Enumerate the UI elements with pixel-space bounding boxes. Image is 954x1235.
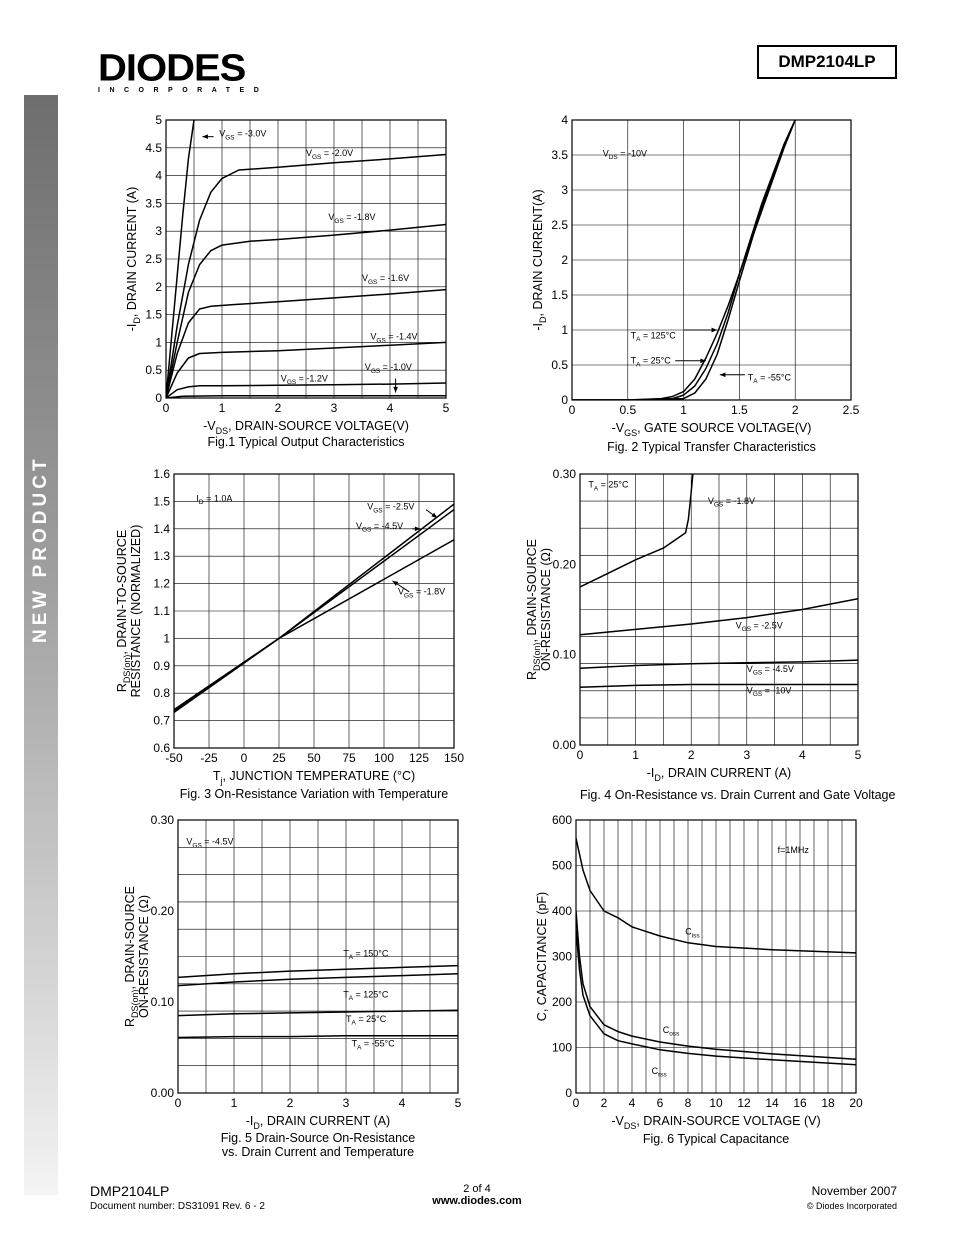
fig1-leader-arrowhead <box>202 134 208 139</box>
fig6-ytick-label: 500 <box>551 858 572 873</box>
fig3-annotation-1: $V_{GS} = -2.5V$ <box>367 501 415 515</box>
fig2-leader-arrowhead <box>720 372 726 377</box>
fig4-ytick-label: 0.20 <box>552 557 576 572</box>
fig4-ytick-label: 0.10 <box>552 647 576 662</box>
fig1-ytick-label: 2.5 <box>145 252 162 266</box>
fig3-chart <box>110 464 470 794</box>
footer-part: DMP2104LP <box>90 1183 170 1199</box>
figure-6 <box>510 810 870 1140</box>
fig6-xtick-label: 14 <box>765 1096 779 1110</box>
fig4-annotation-2: $V_{GS} = -2.5V$ <box>735 620 783 634</box>
fig5-annotation-2: $T_A = 125^\circ C$ <box>343 989 389 1003</box>
footer-url[interactable]: www.diodes.com <box>432 1195 522 1207</box>
fig2-ytick-label: 3.5 <box>551 148 568 162</box>
fig1-xtick-label: 3 <box>330 401 338 415</box>
fig1-ytick-label: 0 <box>155 391 162 405</box>
fig3-xtick-label: 25 <box>272 751 286 765</box>
footer-doc-number: Document number: DS31091 Rev. 6 - 2 <box>90 1201 265 1212</box>
fig6-ytick-label: 600 <box>551 813 572 827</box>
fig3-ylabel-line2: RESISTANCE (NORMALIZED) <box>129 524 143 698</box>
fig4-annotation-4: $V_{GS} = -10V$ <box>746 685 792 699</box>
fig6-xtick-label: 10 <box>709 1096 723 1110</box>
fig6-xtick-label: 6 <box>656 1096 664 1110</box>
fig2-ytick-label: 2 <box>561 253 568 267</box>
footer-right <box>807 1184 897 1211</box>
fig1-chart <box>110 112 460 442</box>
fig4-chart <box>510 464 870 794</box>
fig2-ytick-label: 1.5 <box>551 288 568 302</box>
fig2-xtick-label: 0 <box>568 403 576 417</box>
fig4-ytick-label: 0.30 <box>552 467 576 481</box>
fig2-annotation-0: $V_{DS} = -10V$ <box>602 148 647 162</box>
fig5-xlabel: $-I_D$, DRAIN CURRENT (A) <box>245 1114 391 1131</box>
fig3-ytick-label: 1.1 <box>153 604 170 618</box>
fig2-xtick-label: 2 <box>791 403 799 417</box>
logo-text: DIODES <box>98 47 246 89</box>
fig3-ytick-label: 0.8 <box>153 686 170 701</box>
logo-subtext: INCORPORATED <box>98 87 269 94</box>
fig1-ytick-label: 5 <box>155 113 162 127</box>
fig1-xtick-label: 4 <box>386 401 394 415</box>
fig5-xtick-label: 2 <box>286 1096 294 1110</box>
fig3-ytick-label: 1.6 <box>153 467 170 481</box>
fig6-chart <box>510 810 870 1140</box>
sidebar-label: NEW PRODUCT <box>30 455 51 643</box>
footer-copyright: © Diodes Incorporated <box>806 1201 897 1211</box>
figure-5 <box>110 810 470 1140</box>
fig3-xtick-label: 50 <box>307 751 321 765</box>
fig5-xtick-label: 4 <box>398 1096 406 1110</box>
fig1-leader-arrowhead <box>393 387 398 393</box>
fig6-caption: Fig. 6 Typical Capacitance <box>642 1132 790 1146</box>
fig1-ytick-label: 0.5 <box>145 363 162 378</box>
fig2-ytick-label: 3 <box>561 183 568 197</box>
fig3-annotation-2: $V_{GS} = -4.5V$ <box>356 520 404 534</box>
fig3-xlabel: $T_j$, JUNCTION TEMPERATURE (°C) <box>212 769 416 786</box>
fig4-annotation-0: $T_A = 25^\circ C$ <box>588 479 629 493</box>
fig1-ytick-label: 1 <box>155 335 162 350</box>
fig2-xlabel: $-V_{GS}$, GATE SOURCE VOLTAGE(V) <box>611 421 812 438</box>
fig2-ytick-label: 1 <box>561 323 568 337</box>
fig4-ylabel: $R_{DS(on)}$, DRAIN-SOURCE <box>525 538 542 681</box>
figure-3 <box>110 464 470 794</box>
fig5-annotation-3: $T_A = 25^\circ C$ <box>346 1014 387 1027</box>
fig4-xtick-label: 0 <box>576 748 584 762</box>
fig2-ytick-label: 2.5 <box>551 218 568 232</box>
fig2-xtick-label: 2.5 <box>842 403 860 417</box>
fig3-ytick-label: 1 <box>163 631 170 646</box>
fig4-xtick-label: 3 <box>743 748 751 762</box>
fig1-ylabel: $-I_D$, DRAIN CURRENT (A) <box>125 186 142 332</box>
figure-1 <box>110 112 460 442</box>
fig3-ytick-label: 0.6 <box>153 741 170 755</box>
fig6-xtick-label: 2 <box>600 1096 608 1110</box>
fig2-ytick-label: 4 <box>561 113 568 127</box>
fig1-ytick-label: 2 <box>155 279 162 294</box>
fig5-ylabel-line2: ON-RESISTANCE (Ω) <box>137 894 151 1019</box>
fig6-ylabel: C, CAPACITANCE (pF) <box>535 891 549 1022</box>
fig6-ylabel-group <box>535 892 549 1021</box>
fig1-ytick-label: 3.5 <box>145 196 162 211</box>
fig3-xtick-label: 100 <box>373 751 395 765</box>
fig3-xtick-label: -25 <box>200 751 218 765</box>
footer-date: November 2007 <box>811 1184 897 1198</box>
fig1-ytick-label: 3 <box>155 224 162 239</box>
fig4-ylabel-line2: ON-RESISTANCE (Ω) <box>539 547 553 672</box>
fig2-leader-arrowhead <box>712 328 718 333</box>
fig2-xtick-label: 0.5 <box>619 403 637 417</box>
fig5-annotation-4: $T_A = -55^\circ C$ <box>351 1038 395 1052</box>
fig2-ytick-label: 0 <box>561 393 568 407</box>
fig6-annotation-3: $C_{rss}$ <box>651 1065 667 1079</box>
fig4-ytick-label: 0.00 <box>552 738 576 752</box>
fig5-ytick-label: 0.10 <box>150 995 174 1009</box>
fig5-ylabel-group <box>123 886 151 1027</box>
fig3-leader-arrowhead <box>431 513 437 518</box>
fig5-xtick-label: 3 <box>342 1096 350 1110</box>
fig6-xtick-label: 20 <box>849 1096 863 1110</box>
fig1-annotation-1: $V_{GS} = -2.0V$ <box>306 148 354 161</box>
fig3-xtick-label: 0 <box>240 751 248 765</box>
fig3-ytick-label: 1.5 <box>153 494 170 509</box>
fig6-annotation-0: f=1MHz <box>777 844 809 855</box>
fig6-ytick-label: 200 <box>551 995 572 1009</box>
fig2-xtick-label: 1 <box>680 403 687 417</box>
fig1-xtick-label: 2 <box>274 401 282 415</box>
fig3-ylabel: $R_{DS(on)}$, DRAIN-TO-SOURCE <box>115 529 132 693</box>
fig3-ytick-label: 1.4 <box>153 521 170 536</box>
fig2-ylabel: $-I_D$, DRAIN CURRENT(A) <box>531 189 548 331</box>
fig5-ytick-label: 0.20 <box>150 904 174 918</box>
fig6-annotation-1: $C_{iss}$ <box>685 926 700 940</box>
fig5-ytick-label: 0.00 <box>150 1086 174 1100</box>
fig5-ylabel: $R_{DS(on)}$, DRAIN-SOURCE <box>123 885 140 1028</box>
fig1-ylabel-group <box>125 187 142 331</box>
sidebar-banner <box>24 95 58 1195</box>
fig6-annotation-2: $C_{oss}$ <box>662 1024 680 1038</box>
fig3-ytick-label: 1.3 <box>153 549 170 564</box>
fig4-caption: Fig. 4 On-Resistance vs. Drain Current and Gate Voltage <box>580 788 896 802</box>
fig3-ylabel-group <box>115 525 143 698</box>
fig6-xtick-label: 16 <box>793 1096 807 1110</box>
fig2-xtick-label: 1.5 <box>731 403 748 417</box>
fig2-annotation-2: $T_A = 25^\circ C$ <box>630 355 671 369</box>
fig3-xtick-label: -50 <box>165 751 183 765</box>
fig6-xtick-label: 8 <box>684 1096 692 1110</box>
fig1-annotation-5: $V_{GS} = -1.2V$ <box>280 373 328 387</box>
fig6-ytick-label: 400 <box>551 904 572 918</box>
fig1-xtick-label: 5 <box>442 401 450 415</box>
fig5-annotation-0: $V_{GS} = -4.5V$ <box>186 836 234 850</box>
fig2-ytick-label: 0.5 <box>551 358 568 372</box>
fig4-xtick-label: 2 <box>687 748 695 762</box>
fig3-ytick-label: 0.9 <box>153 658 170 673</box>
fig3-xtick-label: 125 <box>408 751 430 765</box>
fig6-xlabel: $-V_{DS}$, DRAIN-SOURCE VOLTAGE (V) <box>611 1114 821 1131</box>
fig2-chart <box>510 112 870 442</box>
fig2-annotation-3: $T_A = -55^\circ C$ <box>747 372 791 386</box>
fig6-ytick-label: 0 <box>565 1086 572 1100</box>
fig1-annotation-6: $V_{GS} = -1.0V$ <box>364 362 412 375</box>
fig4-annotation-1: $V_{GS} = -1.8V$ <box>707 495 756 509</box>
fig6-xtick-label: 12 <box>737 1096 751 1110</box>
fig5-xtick-label: 1 <box>230 1096 238 1110</box>
fig4-xtick-label: 5 <box>854 748 862 762</box>
fig2-caption: Fig. 2 Typical Transfer Characteristics <box>607 440 816 454</box>
fig3-ytick-label: 1.2 <box>153 576 170 591</box>
fig1-annotation-4: $V_{GS} = -1.4V$ <box>370 331 418 345</box>
fig5-annotation-1: $T_A = 150^\circ C$ <box>343 948 389 962</box>
fig1-ytick-label: 4 <box>155 168 162 183</box>
fig6-xtick-label: 18 <box>821 1096 835 1110</box>
part-number-box: DMP2104LP <box>757 45 897 79</box>
fig4-ylabel-group <box>525 539 553 680</box>
footer-page: 2 of 4 <box>463 1183 491 1195</box>
figure-2 <box>510 112 870 442</box>
fig1-annotation-3: $V_{GS} = -1.6V$ <box>362 273 410 286</box>
fig3-caption: Fig. 3 On-Resistance Variation with Temperature <box>179 787 449 801</box>
fig1-ytick-label: 4.5 <box>145 140 162 155</box>
fig5-caption: Fig. 5 Drain-Source On-Resistance vs. Drain Current and Temperature <box>220 1131 416 1159</box>
fig3-ytick-label: 0.7 <box>153 713 170 728</box>
fig1-annotation-2: $V_{GS} = -1.8V$ <box>328 212 376 225</box>
fig5-ytick-label: 0.30 <box>150 813 174 827</box>
fig1-ytick-label: 1.5 <box>145 307 162 322</box>
fig6-ytick-label: 300 <box>551 949 572 964</box>
fig3-xtick-label: 75 <box>342 751 356 765</box>
fig4-xtick-label: 4 <box>799 748 806 762</box>
fig5-chart <box>110 810 470 1140</box>
fig1-annotation-0: $V_{GS} = -3.0V$ <box>219 128 267 142</box>
diodes-logo <box>98 48 278 96</box>
fig1-caption: Fig.1 Typical Output Characteristics <box>207 435 405 449</box>
fig1-xlabel: $-V_{DS}$, DRAIN-SOURCE VOLTAGE(V) <box>203 419 409 436</box>
fig2-annotation-1: $T_A = 125^\circ C$ <box>630 330 676 344</box>
fig2-ylabel-group <box>531 189 548 330</box>
fig4-annotation-3: $V_{GS} = -4.5V$ <box>746 663 794 677</box>
fig1-xtick-label: 0 <box>162 401 170 415</box>
fig3-annotation-3: $V_{GS} = -1.8V$ <box>398 586 446 600</box>
fig6-xtick-label: 4 <box>628 1096 636 1110</box>
fig6-ytick-label: 100 <box>551 1040 572 1055</box>
fig5-xtick-label: 5 <box>454 1096 462 1110</box>
fig3-xtick-label: 150 <box>443 751 465 765</box>
fig4-xlabel: $-I_D$, DRAIN CURRENT (A) <box>646 766 792 783</box>
figure-4 <box>510 464 870 794</box>
fig3-annotation-0: $I_D = 1.0A$ <box>196 493 233 507</box>
fig6-xtick-label: 0 <box>572 1096 580 1110</box>
fig5-xtick-label: 0 <box>174 1096 182 1110</box>
fig1-xtick-label: 1 <box>218 401 226 415</box>
fig4-xtick-label: 1 <box>632 748 639 762</box>
